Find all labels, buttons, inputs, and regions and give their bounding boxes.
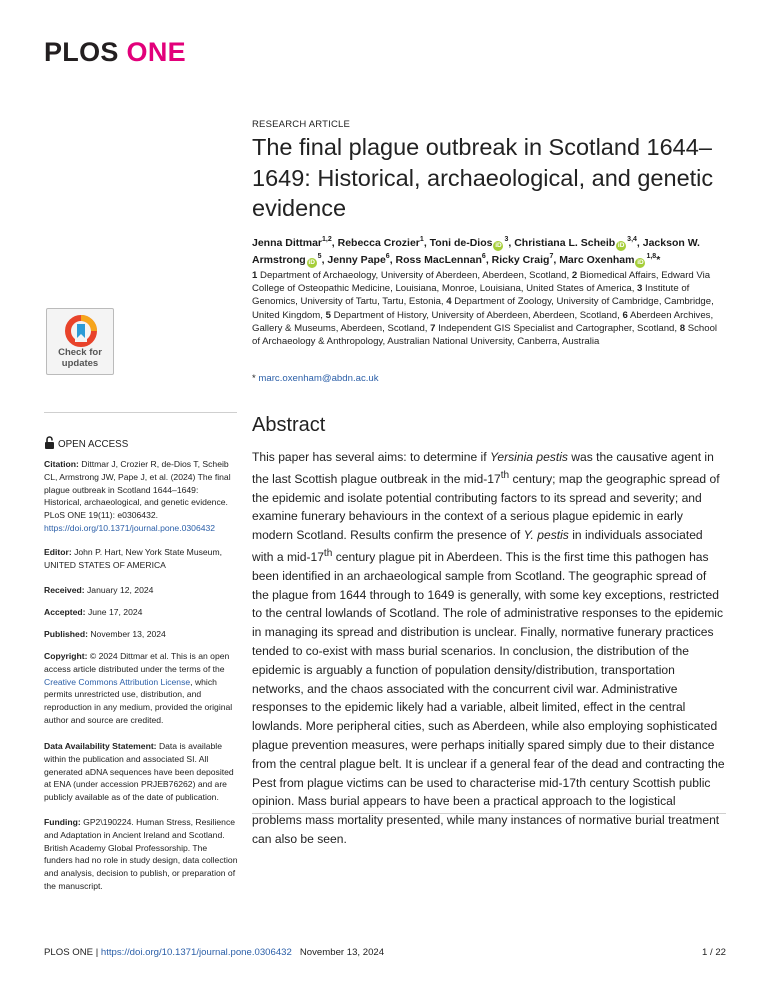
author-separator: , [423, 237, 430, 249]
affiliation-number: 5 [325, 309, 331, 321]
orcid-icon[interactable]: iD [495, 242, 502, 249]
author [430, 237, 515, 249]
corresponding-email-link[interactable]: marc.oxenham@abdn.ac.uk [258, 373, 379, 384]
affiliation-text: Aberdeen Archives, Gallery & Museums, Aberdeen, Scotland, [252, 309, 714, 334]
affiliation-text: Biomedical Affairs, Edward Via College of Osteopathic Medicine, Louisiana, Monroe, Louisiana, United States of America, [252, 270, 711, 295]
affiliation-item [252, 270, 572, 281]
accepted-block: Accepted: June 17, 2024 [44, 607, 143, 617]
affiliation-item [326, 310, 623, 321]
author-name: Christiana L. Scheib [514, 237, 616, 249]
author-separator: , [508, 237, 515, 249]
author-affiliation-sup: 3,4 [627, 236, 637, 243]
author-separator: * [656, 253, 661, 266]
affiliation-number: 3 [637, 283, 643, 295]
author [514, 237, 643, 249]
author-name: Ross MacLennan [395, 253, 482, 266]
open-lock-icon [44, 436, 55, 449]
orcid-icon[interactable]: iD [617, 242, 625, 249]
corresponding-author: * marc.oxenham@abdn.ac.uk [252, 373, 379, 384]
cc-license-link[interactable]: Creative Commons Attribution License [44, 676, 191, 687]
author-separator: , [553, 253, 560, 266]
author [396, 254, 492, 266]
author [327, 254, 395, 266]
affiliation-number: 7 [430, 322, 436, 334]
article-title: The final plague outbreak in Scotland 1644–1649: Historical, archaeological, and genetic evidence [252, 134, 714, 221]
abstract-divider [252, 813, 726, 814]
affiliation-number: 8 [679, 322, 686, 334]
affiliation-number: 1 [252, 270, 258, 281]
author-separator: , [636, 237, 643, 249]
affiliations [252, 269, 724, 348]
check-updates-text: Check for updates [58, 347, 102, 369]
affiliation-text: Independent GIS Specialist and Cartographer, Scotland, [435, 322, 680, 334]
author-separator: , [485, 253, 492, 266]
author-affiliation-sup: 6 [385, 252, 390, 260]
footer-date: November 13, 2024 [291, 947, 385, 958]
affiliation-number: 2 [571, 270, 578, 281]
affiliation-number: 6 [622, 309, 628, 321]
journal-logo [44, 37, 186, 68]
footer-journal: PLOS ONE | [44, 947, 101, 958]
page-number: 1 / 22 [701, 947, 726, 958]
author-affiliation-sup: 5 [317, 252, 322, 260]
author-affiliation-sup: 3 [504, 236, 509, 243]
affiliation-text: School of Archaeology & Anthropology, Australian National University, Canberra, Australia [252, 322, 718, 348]
author-affiliation-sup: 1,2 [322, 236, 332, 243]
received-block: Received: January 12, 2024 [44, 585, 154, 595]
author-affiliation-sup: 1 [419, 236, 424, 243]
footer-doi-link[interactable]: https://doi.org/10.1371/journal.pone.0306432 [100, 947, 292, 958]
abstract-heading: Abstract [252, 414, 326, 436]
copyright-block: Copyright: © 2024 Dittmar et al. This is an open access article distributed under the terms of the Creative Commons Attribution License, which permits unrestricted use, distribution, and reproduction in any medium, provided the original author and source are credited. [44, 651, 233, 725]
citation-block: Citation: Dittmar J, Crozier R, de-Dios T, Scheib CL, Armstrong JW, Pape J, et al. (2024) The final plague outbreak in Scotland 1644–1649: Historical, archaeological, and genetic evidence. PLoS ONE 19(11): e0306432. https://doi.org/10.1371/journal.pone.0306432 [44, 459, 231, 533]
author-name: Toni de-Dios [429, 237, 493, 249]
author [492, 254, 560, 266]
affiliation-text: Department of History, University of Aberdeen, Aberdeen, Scotland, [330, 309, 623, 321]
author-name: Jenny Pape [327, 253, 386, 266]
affiliation-item [430, 323, 680, 334]
funding-block: Funding: GP2\190224. Human Stress, Resilience and Adaptation in Ancient Ireland and Scotland. British Academy Global Professorship. The funders had no role in study design, data collection and analysis, decision to publish, or preparation of the manuscript. [44, 817, 238, 891]
author-name: Rebecca Crozier [337, 237, 420, 249]
open-access-label: OPEN ACCESS [44, 436, 128, 450]
citation-doi-link[interactable]: https://doi.org/10.1371/journal.pone.0306432 [44, 522, 216, 533]
author-name: Jenna Dittmar [252, 237, 323, 249]
affiliation-text: Department of Zoology, University of Cambridge, Cambridge, United Kingdom, [252, 296, 714, 321]
abstract-body: This paper has several aims: to determine if Yersinia pestis was the causative agent in the last Scottish plague outbreak in the mid-17th century; map the geographic spread of the epidemic and isolate potential contributing factors to its spread and severity; and examine funerary behaviours in the context of a serious plague epidemic in early modern Scotland. Results confirm the presence of Y. pestis in individuals associated with a mid-17th century plague pit in Aberdeen. This is the first time this pathogen has been identified in an archaeological sample from Scotland. The geographic spread of the plague from 1644 through to 1649 is generally, with some key exceptions, restricted to the central lowlands of Scotland. The role of administrative responses to the epidemic in managing its spread and distribution is unclear. Finally, normative funerary practices tended to co-exist with mass burial scenarios. In conclusion, the distribution of the epidemic is arguably a function of population density/distribution, transportation networks, and the chaos associated with the concurrent civil war. Administrative responses to the epidemic likely had a variable, albeit limited, effect in the central lowlands. More peripheral cities, such as Aberdeen, while also employing sophisticated plague prevention measures, were perhaps initially spared simply due to their distance from the central plague belt. It is unclear if a general fear of the dead and contracting the Pest from plague victims can be used to characterise mid-17th century Scottish public opinion. Mass burial appears to have been a practical approach to the logistical problems mass mortality presented, while many instances of normative burial treatment can also be seen. [252, 450, 725, 846]
author [252, 237, 338, 249]
author [338, 237, 430, 249]
check-for-updates-badge[interactable] [46, 308, 114, 375]
editor-block: Editor: John P. Hart, New York State Museum, UNITED STATES OF AMERICA [44, 547, 222, 570]
orcid-icon[interactable]: iD [637, 258, 644, 266]
author-affiliation-sup: 1,8 [646, 252, 657, 260]
author-affiliation-sup: 7 [549, 252, 554, 260]
check-updates-icon [64, 314, 98, 348]
published-block: Published: November 13, 2024 [44, 629, 166, 639]
author-separator: , [331, 237, 338, 249]
author-affiliation-sup: 6 [481, 252, 486, 260]
author-name: Ricky Craig [491, 253, 550, 266]
article-type: RESEARCH ARTICLE [252, 119, 351, 130]
page-footer [44, 947, 726, 958]
affiliation-text: Department of Archaeology, University of Aberdeen, Aberdeen, Scotland, [257, 270, 572, 281]
author-separator: , [321, 253, 328, 266]
orcid-icon[interactable]: iD [308, 258, 315, 266]
affiliation-number: 4 [446, 296, 452, 308]
author-name: Jackson W. Armstrong [252, 237, 700, 266]
logo-one: ONE [126, 37, 186, 67]
sidebar-divider [44, 412, 237, 413]
author-name: Marc Oxenham [559, 253, 635, 266]
author-list [252, 235, 722, 268]
author-separator: , [389, 253, 396, 266]
logo-plos: PLOS [44, 37, 119, 67]
author [559, 254, 660, 266]
affiliation-text: Institute of Genomics, University of Tartu, Tartu, Estonia, [252, 283, 690, 308]
data-availability-block: Data Availability Statement: Data is available within the publication and associated SI. All generated aDNA sequences have been deposited at ENA (under accession PRJEB76262) and are publicly available as of the date of publication. [44, 741, 234, 803]
